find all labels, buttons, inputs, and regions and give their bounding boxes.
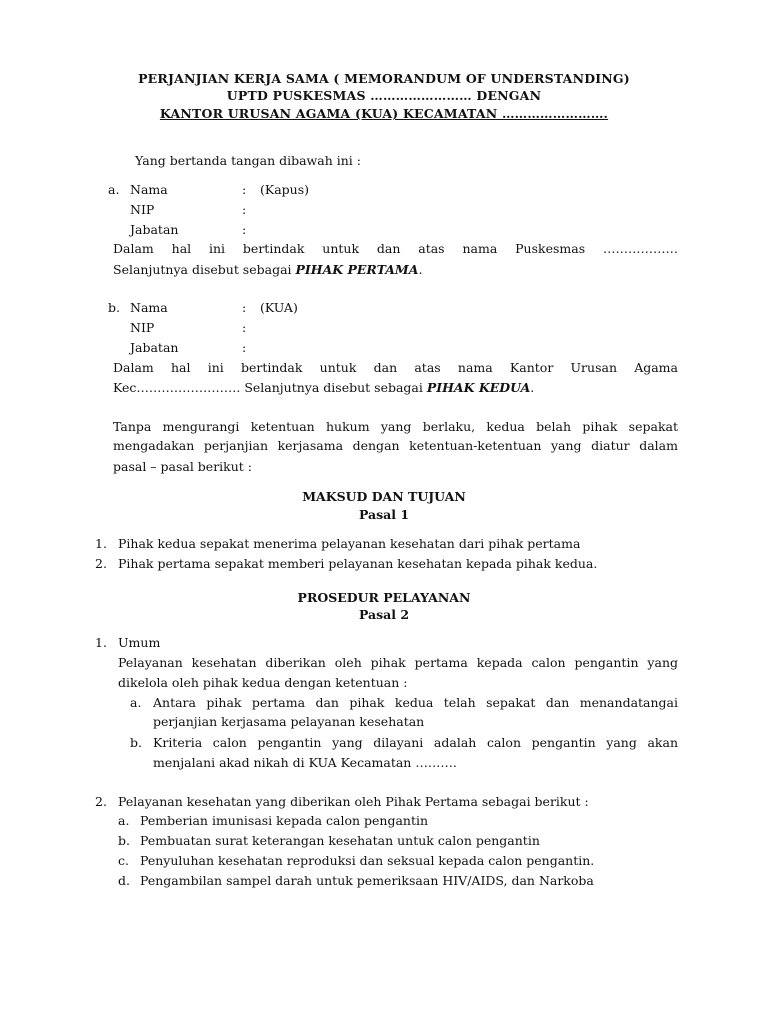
party-b-jabatan-colon: : [242, 340, 247, 355]
section-1-item-2-num: 2. [95, 556, 107, 571]
section-2-item-1-num: 1. [95, 635, 107, 650]
pihak-pertama-label: PIHAK PERTAMA [295, 262, 419, 277]
title-line-1: PERJANJIAN KERJA SAMA ( MEMORANDUM OF UNDERSTANDING) [138, 71, 630, 86]
party-a-nip-row [130, 202, 260, 217]
section-2-item-1-para-line-1: Pelayanan kesehatan diberikan oleh pihak pertama kepada calon pengantin yang [118, 655, 678, 670]
section-2-item-1-a-marker: a. [130, 695, 142, 710]
party-a-nama-row [130, 182, 309, 197]
pihak-kedua-label: PIHAK KEDUA [426, 380, 531, 395]
section-2-item-2-a-text: Pemberian imunisasi kepada calon pengantin [140, 813, 429, 828]
party-a-marker: a. [108, 182, 120, 197]
party-b-line-2-post: . [530, 380, 535, 395]
title-line-3 [0, 106, 768, 121]
preamble-line-3: pasal – pasal berikut : [113, 459, 253, 474]
party-b-nama-value: (KUA) [260, 300, 298, 315]
party-a-nama-value: (Kapus) [260, 182, 310, 197]
party-b-line-2-pre: Kec……………………. Selanjutnya disebut sebagai [113, 380, 427, 395]
party-a-jabatan-label: Jabatan [130, 222, 179, 237]
section-2-item-1-title: Umum [118, 635, 161, 650]
section-1-item-1-num: 1. [95, 536, 107, 551]
party-b-line-2 [113, 380, 534, 395]
party-b-jabatan-row [130, 340, 260, 355]
intro-text: Yang bertanda tangan dibawah ini : [135, 153, 361, 168]
title-line-2: UPTD PUSKESMAS …………………… DENGAN [226, 88, 542, 103]
section-2-item-2-b-marker: b. [118, 833, 130, 848]
section-1-item-2-text: Pihak pertama sepakat memberi pelayanan kesehatan kepada pihak kedua. [118, 556, 598, 571]
section-2-item-2-d-text: Pengambilan sampel darah untuk pemeriksaan HIV/AIDS, dan Narkoba [140, 873, 594, 888]
party-b-jabatan-label: Jabatan [130, 340, 179, 355]
section-1-pasal: Pasal 1 [358, 507, 410, 522]
party-b-nama-colon: : [242, 300, 247, 315]
party-a-nama-label: Nama [130, 182, 168, 197]
party-b-nip-colon: : [242, 320, 247, 335]
preamble-line-2: mengadakan perjanjian kerjasama dengan ketentuan-ketentuan yang diatur dalam [113, 438, 678, 453]
section-2-item-2-num: 2. [95, 794, 107, 809]
title-line-3-text: KANTOR URUSAN AGAMA (KUA) KECAMATAN ……………………. [159, 106, 609, 121]
section-2-item-1-a-line-2: perjanjian kerjasama pelayanan kesehatan [153, 714, 425, 729]
party-a-nip-colon: : [242, 202, 247, 217]
party-a-line-2-post: . [418, 262, 423, 277]
section-2-item-2-a-marker: a. [118, 813, 130, 828]
party-a-jabatan-colon: : [242, 222, 247, 237]
party-a-jabatan-row [130, 222, 260, 237]
section-2-item-1-para-line-2: dikelola oleh pihak kedua dengan ketentuan : [118, 675, 408, 690]
party-b-nama-label: Nama [130, 300, 168, 315]
section-1-heading: MAKSUD DAN TUJUAN [302, 489, 466, 504]
party-a-line-2 [113, 262, 422, 277]
section-2-item-2-b-text: Pembuatan surat keterangan kesehatan untuk calon pengantin [140, 833, 540, 848]
section-2-item-2-c-marker: c. [118, 853, 129, 868]
party-b-nama-row [130, 300, 298, 315]
section-2-item-2-d-marker: d. [118, 873, 130, 888]
party-a-nama-colon: : [242, 182, 247, 197]
preamble-line-1: Tanpa mengurangi ketentuan hukum yang berlaku, kedua belah pihak sepakat [113, 419, 678, 434]
section-2-item-1-a-line-1: Antara pihak pertama dan pihak kedua telah sepakat dan menandatangai [153, 695, 678, 710]
section-2-heading: PROSEDUR PELAYANAN [297, 590, 471, 605]
section-2-item-2-title: Pelayanan kesehatan yang diberikan oleh Pihak Pertama sebagai berikut : [118, 794, 589, 809]
section-2-item-1-b-marker: b. [130, 735, 142, 750]
party-a-line-2-pre: Selanjutnya disebut sebagai [113, 262, 296, 277]
party-b-marker: b. [108, 300, 120, 315]
section-2-item-2-c-text: Penyuluhan kesehatan reproduksi dan seksual kepada calon pengantin. [140, 853, 595, 868]
section-1-item-1-text: Pihak kedua sepakat menerima pelayanan kesehatan dari pihak pertama [118, 536, 581, 551]
party-b-nip-row [130, 320, 260, 335]
section-2-pasal: Pasal 2 [358, 607, 410, 622]
party-a-line-1: Dalam hal ini bertindak untuk dan atas nama Puskesmas ……………… [113, 241, 678, 256]
party-a-nip-label: NIP [130, 202, 155, 217]
section-2-item-1-b-line-2: menjalani akad nikah di KUA Kecamatan ………. [153, 755, 457, 770]
section-2-item-1-b-line-1: Kriteria calon pengantin yang dilayani adalah calon pengantin yang akan [153, 735, 678, 750]
party-b-line-1: Dalam hal ini bertindak untuk dan atas nama Kantor Urusan Agama [113, 360, 678, 375]
party-b-nip-label: NIP [130, 320, 155, 335]
